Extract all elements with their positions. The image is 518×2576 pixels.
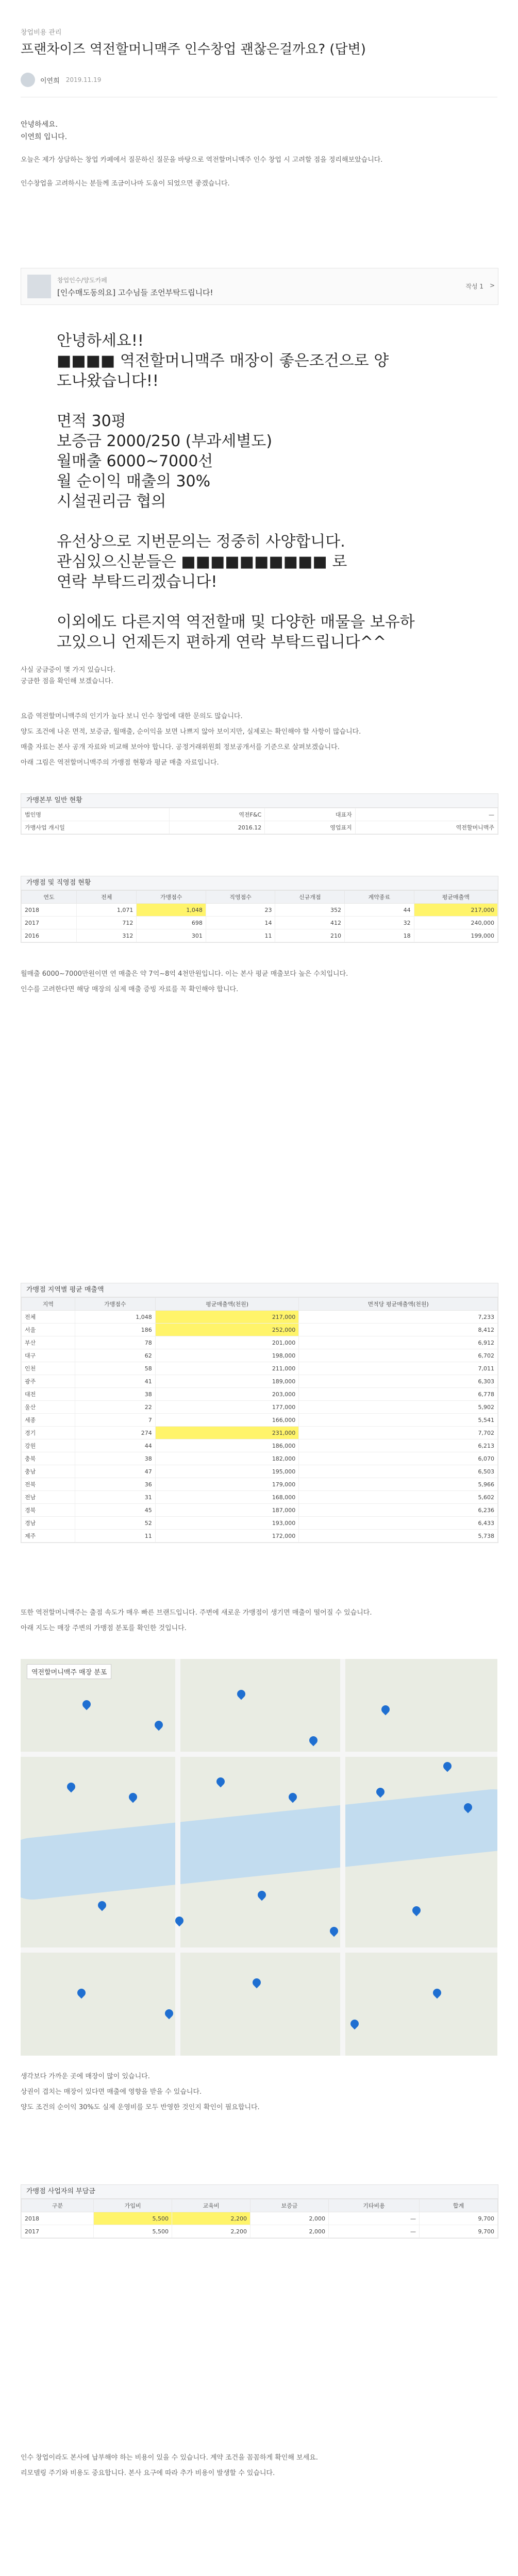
avatar[interactable] xyxy=(21,73,35,87)
table-cell: 301 xyxy=(137,929,206,942)
quote-line: ■■■■ 역전할머니맥주 매장이 좋은조건으로 양 xyxy=(57,352,389,370)
table-cell: 충남 xyxy=(22,1465,75,1478)
table-cell: 6,236 xyxy=(299,1504,498,1517)
table-cell: 187,000 xyxy=(155,1504,299,1517)
table-cell: 5,500 xyxy=(94,2212,172,2225)
analysis-line: 매출 자료는 본사 공개 자료와 비교해 보아야 합니다. 공정거래위원회 정보공개서를 기준으로 살펴보겠습니다. xyxy=(21,743,340,751)
map-pin-icon[interactable] xyxy=(380,1704,392,1716)
analysis-line: 양도 조건에 나온 면적, 보증금, 월매출, 순이익을 보면 나쁘지 않아 보이지만, 실제로는 확인해야 할 사항이 많습니다. xyxy=(21,728,361,736)
table-cell: 217,000 xyxy=(155,1311,299,1324)
table-cell: 경남 xyxy=(22,1517,75,1530)
table-cell: 23 xyxy=(206,904,275,917)
post-title: 프랜차이즈 역전할머니맥주 인수창업 괜찮은걸까요? (답변) xyxy=(21,42,366,57)
quote-line: 관심있으신분들은 ■■■■■■■■■■ 로 xyxy=(57,553,347,571)
column-header: 가맹점수 xyxy=(137,891,206,904)
map-pin-icon[interactable] xyxy=(375,1786,387,1798)
table-cell: 6,433 xyxy=(299,1517,498,1530)
column-header: 평균매출액 xyxy=(414,891,497,904)
table-cell: 9,700 xyxy=(419,2212,497,2225)
table-cell: 231,000 xyxy=(155,1427,299,1439)
table-cell: 대표자 xyxy=(265,808,355,821)
table-row xyxy=(22,2225,498,2238)
column-header: 구분 xyxy=(22,2199,94,2212)
column-header: 보증금 xyxy=(250,2199,329,2212)
table-row xyxy=(22,821,498,834)
intro-line: 안녕하세요. xyxy=(21,121,58,129)
table-cell: 2017 xyxy=(22,917,77,929)
column-header: 가맹점수 xyxy=(75,1298,155,1311)
table-cell: 제주 xyxy=(22,1530,75,1543)
data-table xyxy=(21,2199,498,2238)
link-subtitle: 창업인수/양도카페 xyxy=(57,277,107,284)
table-cell: 31 xyxy=(75,1491,155,1504)
map-pin-icon[interactable] xyxy=(81,1699,93,1710)
table-cell: 5,738 xyxy=(299,1530,498,1543)
table-cell: 22 xyxy=(75,1401,155,1414)
table-cell: 2,200 xyxy=(172,2212,250,2225)
column-header: 전체 xyxy=(77,891,137,904)
table-cell: 195,000 xyxy=(155,1465,299,1478)
table-cell: 2,000 xyxy=(250,2212,329,2225)
table-cell: 인천 xyxy=(22,1362,75,1375)
table-cell: 5,500 xyxy=(94,2225,172,2238)
chevron-right-icon: > xyxy=(489,282,495,289)
table-cell: 179,000 xyxy=(155,1478,299,1491)
author-row xyxy=(21,72,101,88)
table-row xyxy=(22,1478,498,1491)
map-pin-icon[interactable] xyxy=(411,1905,423,1917)
table-row xyxy=(22,1362,498,1375)
table-region-sales xyxy=(21,1283,498,1543)
table-cell: 186 xyxy=(75,1324,155,1336)
table-cell: 6,912 xyxy=(299,1336,498,1349)
table-cell: 2016.12 xyxy=(170,821,265,834)
map-pin-icon[interactable] xyxy=(328,1925,340,1937)
table-cell: 41 xyxy=(75,1375,155,1388)
table-cell: 가맹사업 개시일 xyxy=(22,821,170,834)
table-cell: 198,000 xyxy=(155,1349,299,1362)
table-cell: 712 xyxy=(77,917,137,929)
map-road xyxy=(21,1947,497,1953)
table-cell: 352 xyxy=(275,904,345,917)
after-map-line: 양도 조건의 순이익 30%도 실제 운영비를 모두 반영한 것인지 확인이 필요합니다. xyxy=(21,2104,260,2111)
quote-line: 면적 30평 xyxy=(57,412,126,430)
column-header: 기타비용 xyxy=(328,2199,419,2212)
post-category[interactable]: 창업비용 관리 xyxy=(21,29,62,37)
table-cell: 2018 xyxy=(22,2212,94,2225)
table-cell: 1,048 xyxy=(75,1311,155,1324)
table-cell: 2016 xyxy=(22,929,77,942)
link-thumbnail xyxy=(27,275,51,298)
quote-line: 월 순이익 매출의 30% xyxy=(57,472,211,490)
table-row xyxy=(22,1414,498,1427)
mid-line: 또한 역전할머니맥주는 출점 속도가 매우 빠른 브랜드입니다. 주변에 새로운 가맹점이 생기면 매출이 떨어질 수 있습니다. xyxy=(21,1609,372,1617)
table-cell: 38 xyxy=(75,1452,155,1465)
quote-line: 안녕하세요!! xyxy=(57,332,144,350)
table-cell: 172,000 xyxy=(155,1530,299,1543)
link-card[interactable] xyxy=(21,268,498,305)
table-header: 가맹점 사업자의 부담금 xyxy=(21,2185,498,2199)
table-cell: 대전 xyxy=(22,1388,75,1401)
after-map-line: 생각보다 가까운 곳에 매장이 많이 있습니다. xyxy=(21,2073,150,2080)
table-row xyxy=(22,1517,498,1530)
table-row xyxy=(22,2212,498,2225)
table-cell: 2,200 xyxy=(172,2225,250,2238)
map-pin-icon[interactable] xyxy=(76,1987,88,1999)
table-fees xyxy=(21,2184,498,2239)
table-cell: 203,000 xyxy=(155,1388,299,1401)
table-row xyxy=(22,1388,498,1401)
quote-line: 시설권리금 협의 xyxy=(57,493,166,511)
map-pin-icon[interactable] xyxy=(65,1781,77,1793)
table-cell: 177,000 xyxy=(155,1401,299,1414)
table-row xyxy=(22,929,498,942)
table-row xyxy=(22,917,498,929)
map-pin-icon[interactable] xyxy=(349,2018,361,2030)
table-cell: 1,071 xyxy=(77,904,137,917)
column-header: 계약종료 xyxy=(345,891,414,904)
store-map[interactable] xyxy=(21,1659,497,2056)
post-date: 2019.11.19 xyxy=(65,76,102,83)
table-cell: 312 xyxy=(77,929,137,942)
table-general-info xyxy=(21,793,498,835)
map-pin-icon[interactable] xyxy=(287,1791,299,1803)
table-row xyxy=(22,1336,498,1349)
table-cell: 7,702 xyxy=(299,1427,498,1439)
table-cell: 법인명 xyxy=(22,808,170,821)
table-cell: 44 xyxy=(75,1439,155,1452)
analysis-line: 요즘 역전할머니맥주의 인기가 높다 보니 인수 창업에 대한 문의도 많습니다. xyxy=(21,713,243,720)
table-cell: 38 xyxy=(75,1388,155,1401)
table-cell: 전체 xyxy=(22,1311,75,1324)
table-cell: — xyxy=(355,808,497,821)
table-row xyxy=(22,1401,498,1414)
table-cell: 5,902 xyxy=(299,1401,498,1414)
map-pin-icon[interactable] xyxy=(256,1889,268,1901)
table-cell: 62 xyxy=(75,1349,155,1362)
after-map-line: 상권이 겹치는 매장이 있다면 매출에 영향을 받을 수 있습니다. xyxy=(21,2088,202,2096)
table-store-status xyxy=(21,876,498,943)
table-row xyxy=(22,1324,498,1336)
table-cell: 52 xyxy=(75,1517,155,1530)
table-cell: 199,000 xyxy=(414,929,497,942)
table-cell: 252,000 xyxy=(155,1324,299,1336)
table-cell: 5,602 xyxy=(299,1491,498,1504)
table-cell: — xyxy=(328,2225,419,2238)
table-cell: 14 xyxy=(206,917,275,929)
column-header: 지역 xyxy=(22,1298,75,1311)
map-pin-icon[interactable] xyxy=(127,1791,139,1803)
table-cell: 역전F&C xyxy=(170,808,265,821)
table-cell: 강원 xyxy=(22,1439,75,1452)
table-cell: 58 xyxy=(75,1362,155,1375)
table-header-row xyxy=(22,891,498,904)
table-row xyxy=(22,1311,498,1324)
quote-line: 유선상으로 지번문의는 정중히 사양합니다. xyxy=(57,533,345,551)
table-cell: 44 xyxy=(345,904,414,917)
table-cell: 189,000 xyxy=(155,1375,299,1388)
table-row xyxy=(22,1504,498,1517)
mid-line-2: 인수 창업이라도 본사에 납부해야 하는 비용이 있을 수 있습니다. 계약 조건을 꼼꼼하게 확인해 보세요. xyxy=(21,2454,318,2462)
table-cell: 274 xyxy=(75,1427,155,1439)
table-cell: 211,000 xyxy=(155,1362,299,1375)
table-cell: 역전할머니맥주 xyxy=(355,821,497,834)
table-row xyxy=(22,1375,498,1388)
table-cell: 울산 xyxy=(22,1401,75,1414)
table-cell: 7,011 xyxy=(299,1362,498,1375)
quote-image xyxy=(41,319,477,659)
table-cell: 168,000 xyxy=(155,1491,299,1504)
table-cell: 6,070 xyxy=(299,1452,498,1465)
table-cell: 7 xyxy=(75,1414,155,1427)
table-cell: 광주 xyxy=(22,1375,75,1388)
column-header: 가입비 xyxy=(94,2199,172,2212)
map-pin-icon[interactable] xyxy=(153,1719,165,1731)
table-cell: 전북 xyxy=(22,1478,75,1491)
quote-line: 연락 부탁드리겠습니다! xyxy=(57,573,218,591)
table-row xyxy=(22,1491,498,1504)
table-cell: 6,213 xyxy=(299,1439,498,1452)
caption-line: 사실 궁금증이 몇 가지 있습니다. xyxy=(21,666,115,674)
map-pin-icon[interactable] xyxy=(308,1735,320,1747)
map-river xyxy=(21,1786,497,1903)
table-cell: 경기 xyxy=(22,1427,75,1439)
map-pin-icon[interactable] xyxy=(442,1760,454,1772)
table-cell: 충북 xyxy=(22,1452,75,1465)
quote-line: 보증금 2000/250 (부과세별도) xyxy=(57,432,273,450)
table-header: 가맹점 및 직영점 현황 xyxy=(21,876,498,890)
mid-line: 월매출 6000~7000만원이면 연 매출은 약 7억~8억 4천만원입니다. 이는 본사 평균 매출보다 높은 수치입니다. xyxy=(21,970,348,978)
author-name[interactable]: 이연희 xyxy=(40,77,60,85)
table-cell: 47 xyxy=(75,1465,155,1478)
column-header: 연도 xyxy=(22,891,77,904)
column-header: 평균매출액(천원) xyxy=(155,1298,299,1311)
map-pin-icon[interactable] xyxy=(251,1977,263,1989)
quote-line: 이외에도 다른지역 역전할매 및 다양한 매물을 보유하 xyxy=(57,613,415,631)
map-road xyxy=(340,1659,345,2056)
table-cell: 11 xyxy=(206,929,275,942)
quote-line: 도나왔습니다!! xyxy=(57,372,159,390)
table-row xyxy=(22,808,498,821)
table-cell: 부산 xyxy=(22,1336,75,1349)
table-cell: 8,412 xyxy=(299,1324,498,1336)
table-cell: 1,048 xyxy=(137,904,206,917)
data-table xyxy=(21,808,498,834)
mid-line: 아래 지도는 매장 주변의 가맹점 분포를 확인한 것입니다. xyxy=(21,1624,187,1632)
table-cell: 18 xyxy=(345,929,414,942)
table-cell: 78 xyxy=(75,1336,155,1349)
table-cell: 217,000 xyxy=(414,904,497,917)
mid-line: 인수를 고려한다면 해당 매장의 실제 매출 증빙 자료를 꼭 확인해야 합니다. xyxy=(21,986,239,993)
table-header: 가맹본부 일반 현황 xyxy=(21,794,498,808)
map-pin-icon[interactable] xyxy=(215,1776,227,1788)
table-cell: 2017 xyxy=(22,2225,94,2238)
column-header: 교육비 xyxy=(172,2199,250,2212)
table-cell: 전남 xyxy=(22,1491,75,1504)
link-title: [인수매도동의요] 고수님들 조언부탁드립니다! xyxy=(57,288,213,297)
table-row xyxy=(22,1439,498,1452)
table-cell: 9,700 xyxy=(419,2225,497,2238)
intro-line: 이연희 입니다. xyxy=(21,133,68,141)
table-cell: 201,000 xyxy=(155,1336,299,1349)
table-cell: 세종 xyxy=(22,1414,75,1427)
quote-line: 고있으니 언제든지 편하게 연락 부탁드립니다^^ xyxy=(57,633,387,651)
table-cell: 5,541 xyxy=(299,1414,498,1427)
table-header-row xyxy=(22,2199,498,2212)
table-cell: 5,966 xyxy=(299,1478,498,1491)
table-cell: 240,000 xyxy=(414,917,497,929)
table-row xyxy=(22,904,498,917)
map-pin-icon[interactable] xyxy=(163,2008,175,2020)
table-row xyxy=(22,1452,498,1465)
table-cell: 698 xyxy=(137,917,206,929)
table-cell: 6,778 xyxy=(299,1388,498,1401)
table-row xyxy=(22,1465,498,1478)
table-cell: 2018 xyxy=(22,904,77,917)
mid-line-2: 리모델링 주기와 비용도 중요합니다. 본사 요구에 따라 추가 비용이 발생할 수 있습니다. xyxy=(21,2469,275,2477)
table-cell: 193,000 xyxy=(155,1517,299,1530)
column-header: 직영점수 xyxy=(206,891,275,904)
table-row xyxy=(22,1427,498,1439)
table-cell: 영업표지 xyxy=(265,821,355,834)
table-cell: 2,000 xyxy=(250,2225,329,2238)
map-pin-icon[interactable] xyxy=(96,1900,108,1911)
table-cell: 7,233 xyxy=(299,1311,498,1324)
data-table xyxy=(21,890,498,942)
intro-line: 인수창업을 고려하시는 분들께 조금이나마 도움이 되었으면 좋겠습니다. xyxy=(21,180,230,188)
table-cell: 166,000 xyxy=(155,1414,299,1427)
table-cell: 6,702 xyxy=(299,1349,498,1362)
table-cell: 경북 xyxy=(22,1504,75,1517)
table-cell: 186,000 xyxy=(155,1439,299,1452)
intro-line: 오늘은 제가 상담하는 창업 카페에서 질문하신 질문을 바탕으로 역전할머니맥주 인수 창업 시 고려할 점을 정리해보았습니다. xyxy=(21,156,383,164)
table-row xyxy=(22,1349,498,1362)
table-header-row xyxy=(22,1298,498,1311)
table-header: 가맹점 지역별 평균 매출액 xyxy=(21,1283,498,1297)
analysis-line: 아래 그림은 역전할머니맥주의 가맹점 현황과 평균 매출 자료입니다. xyxy=(21,759,219,767)
table-cell: 45 xyxy=(75,1504,155,1517)
table-cell: 6,503 xyxy=(299,1465,498,1478)
table-cell: 182,000 xyxy=(155,1452,299,1465)
map-road xyxy=(21,1752,497,1757)
caption-line: 궁금한 점을 확인해 보겠습니다. xyxy=(21,677,113,685)
quote-line: 월매출 6000~7000선 xyxy=(57,452,213,470)
table-cell: 412 xyxy=(275,917,345,929)
link-meta: 작성 1 xyxy=(465,283,483,290)
table-cell: 36 xyxy=(75,1478,155,1491)
table-cell: — xyxy=(328,2212,419,2225)
data-table xyxy=(21,1297,498,1543)
column-header: 합계 xyxy=(419,2199,497,2212)
table-cell: 32 xyxy=(345,917,414,929)
table-cell: 서울 xyxy=(22,1324,75,1336)
table-cell: 210 xyxy=(275,929,345,942)
map-title: 역전할머니맥주 매장 분포 xyxy=(27,1664,111,1679)
table-cell: 11 xyxy=(75,1530,155,1543)
table-row xyxy=(22,1530,498,1543)
map-pin-icon[interactable] xyxy=(236,1688,247,1700)
table-cell: 대구 xyxy=(22,1349,75,1362)
column-header: 신규개점 xyxy=(275,891,345,904)
map-road xyxy=(175,1659,180,2056)
table-cell: 6,303 xyxy=(299,1375,498,1388)
map-pin-icon[interactable] xyxy=(431,1987,443,1999)
column-header: 면적당 평균매출액(천원) xyxy=(299,1298,498,1311)
